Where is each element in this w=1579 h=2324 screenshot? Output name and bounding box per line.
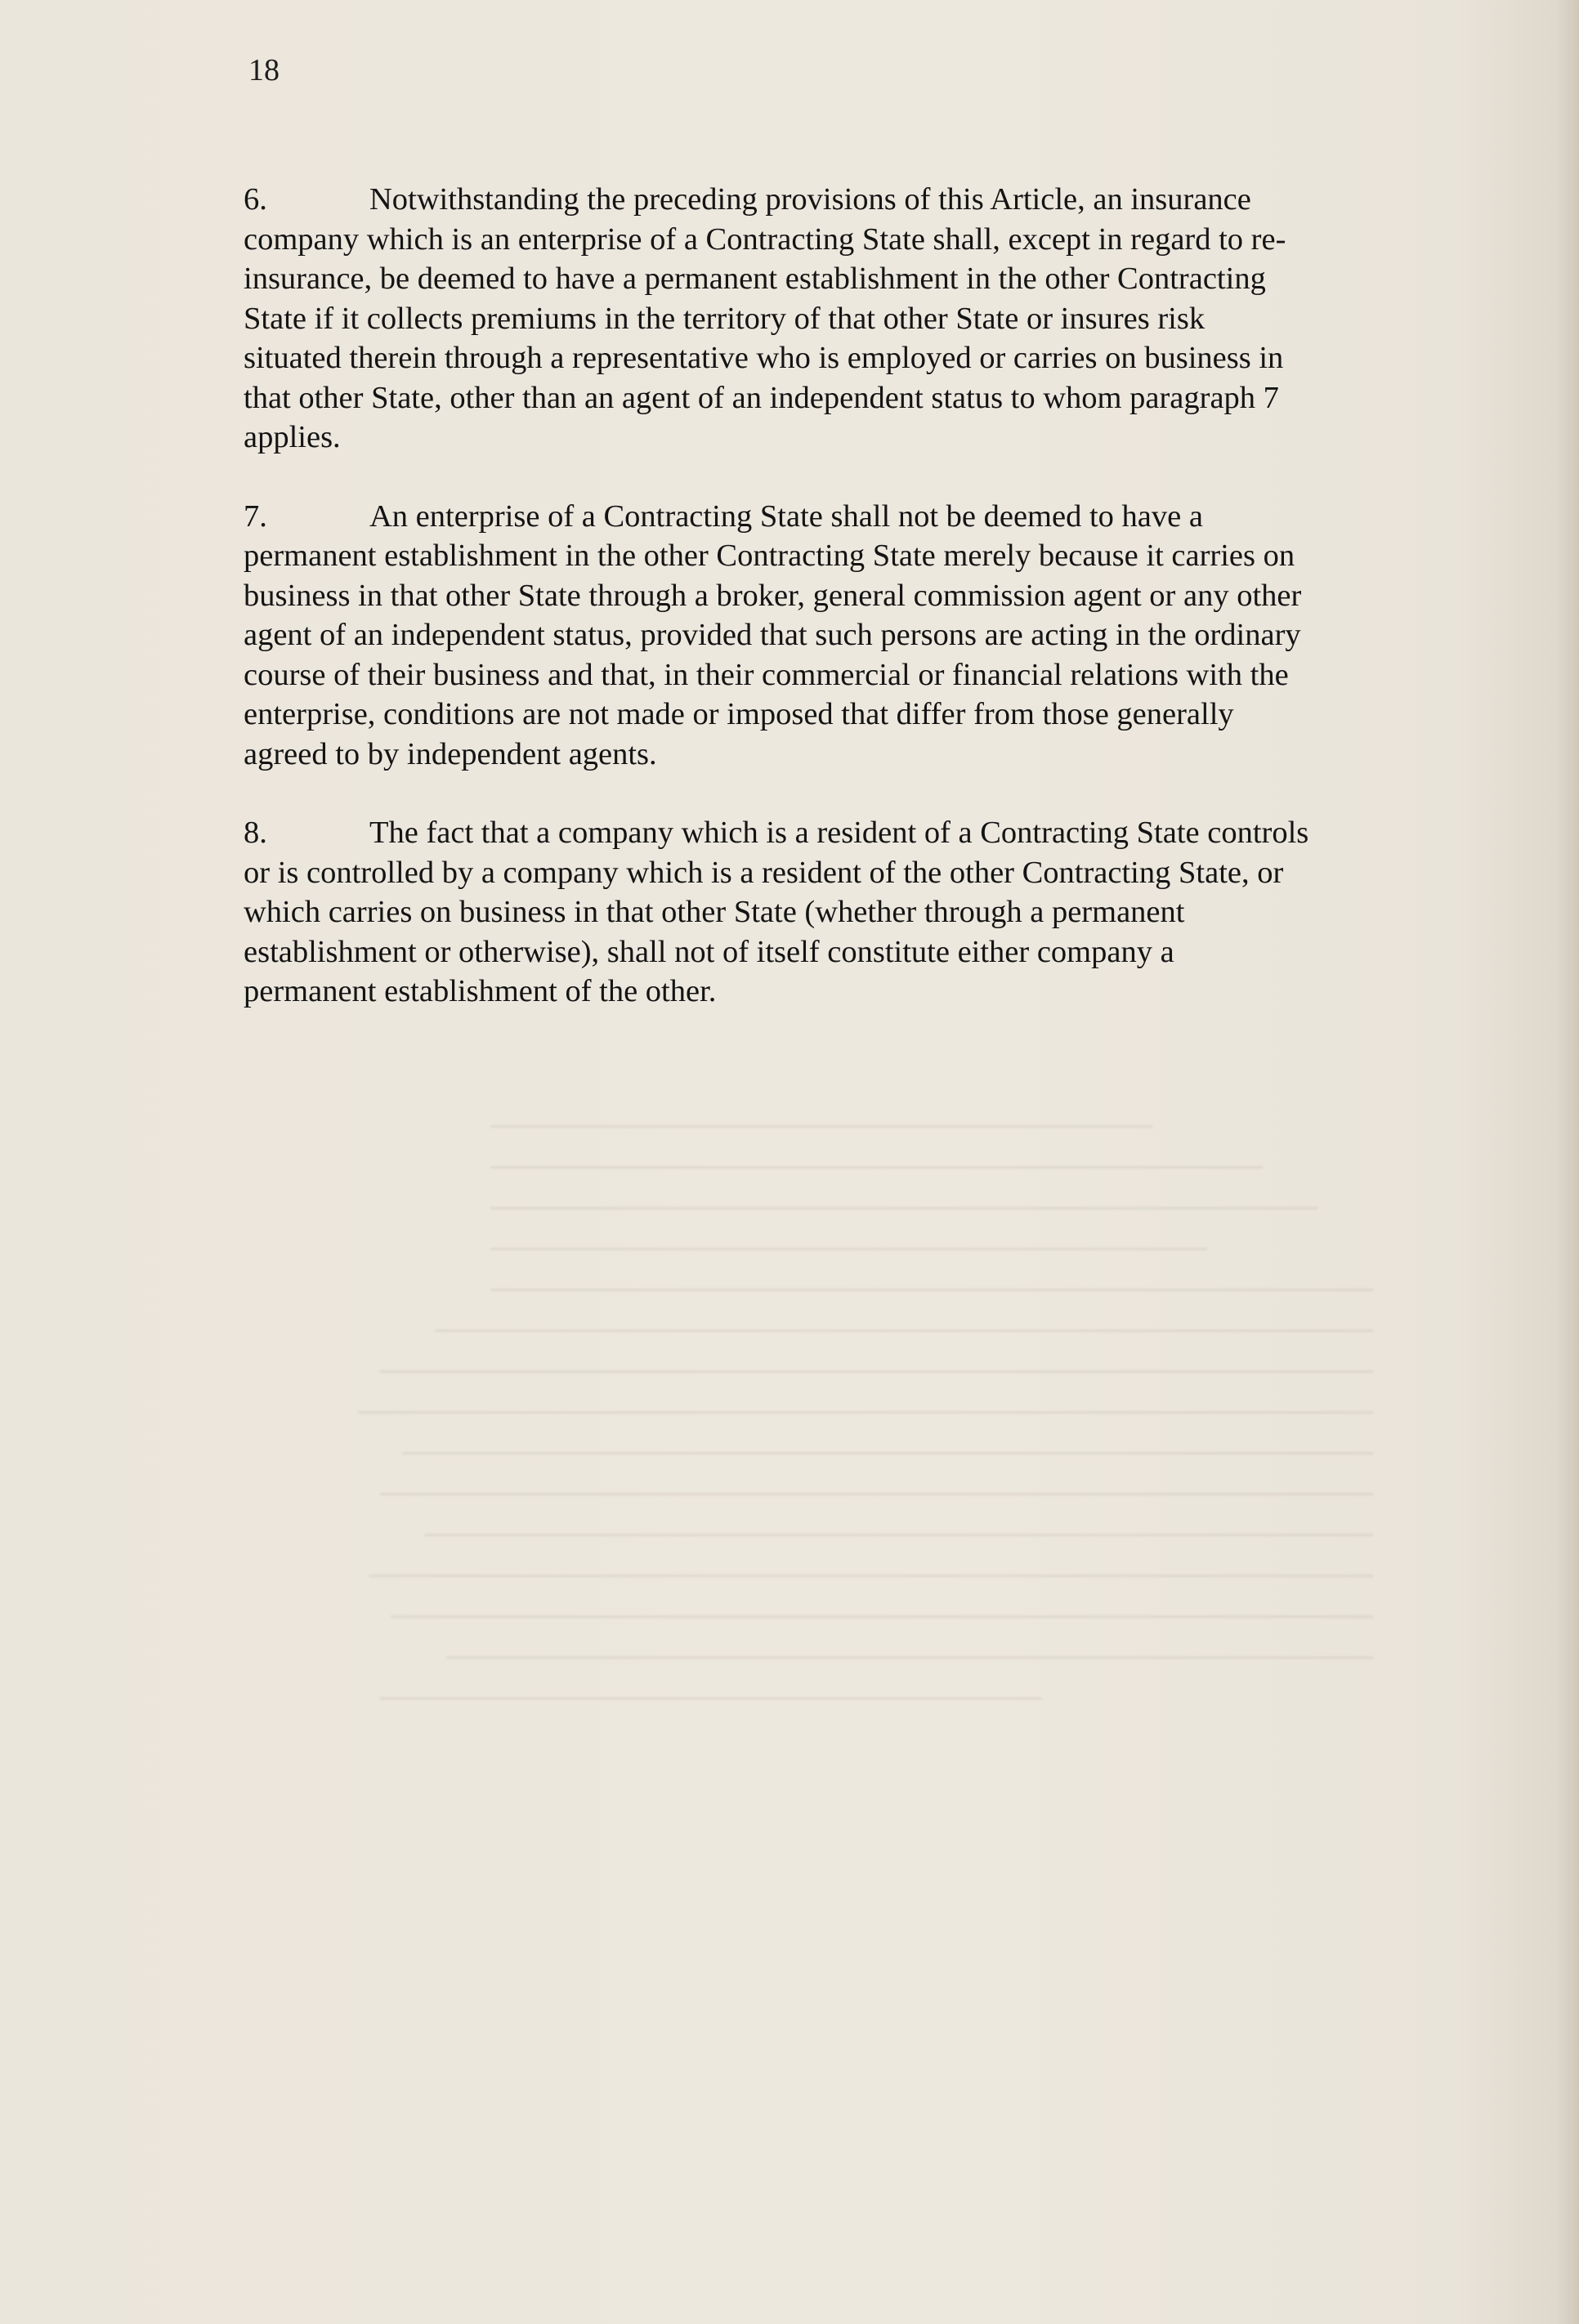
paragraph-line: that other State, other than an agent of an independent status to whom paragraph 7 bbox=[244, 380, 1279, 415]
paragraph-line: situated therein through a representative who is employed or carries on business in bbox=[244, 341, 1284, 375]
paragraph-line: business in that other State through a broker, general commission agent or any other bbox=[244, 578, 1302, 613]
paragraph-line: or is controlled by a company which is a resident of the other Contracting State, or bbox=[244, 855, 1284, 890]
paragraph-7 bbox=[244, 497, 1388, 775]
paragraph-line: permanent establishment in the other Contracting State merely because it carries on bbox=[244, 539, 1295, 573]
page-number: 18 bbox=[248, 53, 280, 87]
paragraph-6 bbox=[244, 180, 1388, 458]
paragraph-line: course of their business and that, in their commercial or financial relations with the bbox=[244, 657, 1289, 692]
paragraph-number: 7. bbox=[244, 498, 267, 534]
paragraph-number: 6. bbox=[244, 182, 267, 217]
paragraph-line: agreed to by independent agents. bbox=[244, 736, 657, 771]
paragraph-line: The fact that a company which is a resident of a Contracting State controls bbox=[369, 816, 1309, 850]
paragraph-line: An enterprise of a Contracting State shall not be deemed to have a bbox=[369, 498, 1203, 534]
paragraph-8 bbox=[244, 813, 1388, 1012]
bleed-through-shadow bbox=[270, 1087, 1373, 1822]
paragraph-number: 8. bbox=[244, 816, 267, 850]
paragraph-line: Notwithstanding the preceding provisions of this Article, an insurance bbox=[369, 182, 1251, 217]
page-edge-shadow bbox=[1556, 0, 1579, 2324]
document-body bbox=[244, 180, 1388, 1051]
paragraph-line: agent of an independent status, provided that such persons are acting in the ordinary bbox=[244, 618, 1301, 652]
paragraph-line: permanent establishment of the other. bbox=[244, 974, 717, 1008]
paragraph-line: company which is an enterprise of a Contracting State shall, except in regard to re- bbox=[244, 221, 1286, 257]
paragraph-line: enterprise, conditions are not made or imposed that differ from those generally bbox=[244, 697, 1234, 731]
paragraph-line: which carries on business in that other State (whether through a permanent bbox=[244, 895, 1185, 929]
paragraph-line: State if it collects premiums in the territory of that other State or insures risk bbox=[244, 301, 1205, 336]
paragraph-line: applies. bbox=[244, 420, 341, 454]
paragraph-line: establishment or otherwise), shall not of itself constitute either company a bbox=[244, 934, 1174, 969]
paragraph-line: insurance, be deemed to have a permanent establishment in the other Contracting bbox=[244, 261, 1266, 296]
